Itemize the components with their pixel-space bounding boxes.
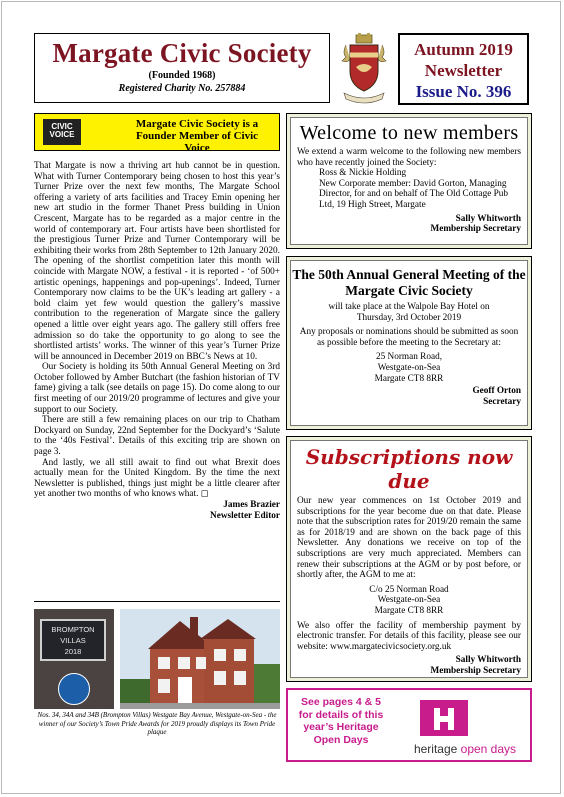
welcome-intro: We extend a warm welcome to the following new members who have recently joined the Society: xyxy=(297,147,521,168)
agm-proposals: Any proposals or nominations should be submitted as soon as possible before the meeting to the Secretary at: xyxy=(299,327,519,348)
issue-box xyxy=(398,33,529,105)
subscriptions-electronic: We also offer the facility of membership payment by electronic transfer. For details of this facility, please see our website: www.margatecivicsociety.org.uk xyxy=(297,620,521,652)
subscriptions-address-line: Westgate-on-Sea xyxy=(377,595,441,606)
subscriptions-signatory: Sally Whitworth xyxy=(455,655,521,666)
heritage-wordmark-b: open days xyxy=(460,742,517,756)
agm-role: Secretary xyxy=(483,396,521,407)
welcome-inner xyxy=(290,117,528,245)
agm-signatory: Geoff Orton xyxy=(472,386,521,397)
article-author: James Brazier xyxy=(223,500,280,510)
editorial-article xyxy=(34,161,280,521)
heritage-open-days-box xyxy=(286,688,532,762)
masthead-title: Margate Civic Society xyxy=(52,38,312,68)
agm-address-line: Margate CT8 8RR xyxy=(374,373,444,384)
plaque-line: VILLAS xyxy=(60,636,86,645)
heritage-text: See pages 4 & 5 for details of this year’s Heritage Open Days xyxy=(298,696,384,746)
welcome-corporate: New Corporate member: David Gorton, Managing Director, for and on behalf of The Old Cottage Pub Ltd, 19 High Street, Margate xyxy=(319,178,509,210)
heritage-h-icon xyxy=(420,700,468,736)
article-paragraph: That Margate is now a thriving art hub cannot be in question. What with Turner Contemporary being chosen to host this year’s Turner Prize over the next few months, The Margate School offering a variety of arts facilities and Tracey Emin opening her new art studio in the former Thanet Press building in Union Crescent, Margate has to be regarded as a major centre in the world of contemporary art. Four artists have been shortlisted for the prestigious Turner Prize and Turner Contemporary will be exhibiting their works from 28th September to 12th January 2020. The opening of the shortlist competition later this month will coincide with Margate NOW, a festival - it is reported - ‘of 500+ artistic openings, happenings and pop-upenings’. Indeed, Turner Contemporary now claims to be the UK’s leading art gallery - a bold claim yet few would question the gallery’s massive contribution to the regeneration of Margate since the gallery opened a little over eight years ago. The gallery still offers free admission so do take the opportunity to go along to see the shortlisted artists’ works. The winner of this year’s Turner Prize will be announced in December 2019 on BBC’s News at 10. xyxy=(34,161,280,362)
town-pride-plaque-icon xyxy=(58,673,90,705)
welcome-title: Welcome to new members xyxy=(299,122,519,144)
subscriptions-box xyxy=(286,436,532,682)
issue-number: Issue No. 396 xyxy=(415,82,512,101)
agm-venue: will take place at the Walpole Bay Hotel on Thursday, 3rd October 2019 xyxy=(328,302,490,323)
subscriptions-address-line: C/o 25 Norman Road xyxy=(369,584,449,595)
agm-box xyxy=(286,256,532,430)
subscriptions-role: Membership Secretary xyxy=(430,665,521,676)
issue-type: Newsletter xyxy=(424,61,503,80)
agm-address-line: 25 Norman Road, xyxy=(375,352,443,363)
house-photo xyxy=(120,609,280,709)
subscriptions-title: Subscriptions now due xyxy=(305,445,513,493)
masthead-charity: Registered Charity No. 257884 xyxy=(118,83,246,94)
civic-voice-text: Margate Civic Society is a Founder Member of Civic Voice xyxy=(135,118,259,154)
agm-address-line: Westgate-on-Sea xyxy=(377,362,441,373)
crest-shield-icon xyxy=(338,33,390,105)
photo-caption: Nos. 34, 34A and 34B (Brompton Villas) Westgate Bay Avenue, Westgate-on-Sea - the winner of our Society’s Town Pride Awards for 2019 proudly displays its Town Pride plaque xyxy=(37,711,277,737)
article-paragraph: And lastly, we all still await to find out what Brexit does actually mean for the United Kingdom. By the time the next Newsletter is published, things just might be a little clearer after yet another two months of who knows what. ◻ xyxy=(34,457,280,500)
plaque-line: 2018 xyxy=(64,647,82,656)
welcome-box xyxy=(286,113,532,249)
subscriptions-address-line: Margate CT8 8RR xyxy=(374,605,444,616)
welcome-role: Membership Secretary xyxy=(430,224,521,235)
agm-title: The 50th Annual General Meeting of the Margate Civic Society xyxy=(292,267,526,298)
subscriptions-body: Our new year commences on 1st October 2019 and subscriptions for the year become due on that date. Please note that the subscription rates for 2019/20 remain the same as for 2018/19 and are shown on the back page of this Newsletter. Any donations we receive on top of the subscriptions are very much appreciated. Members can renew their subscriptions at the AGM or by post before, or shortly after, the AGM to me at: xyxy=(297,496,521,581)
agm-inner xyxy=(290,260,528,426)
masthead xyxy=(34,33,330,103)
heritage-wordmark xyxy=(400,742,530,756)
article-author-role: Newsletter Editor xyxy=(210,510,280,521)
brompton-villas-plaque xyxy=(40,619,106,661)
plaque-line: BROMPTON xyxy=(51,625,95,634)
welcome-signatory: Sally Whitworth xyxy=(455,213,521,224)
subscriptions-inner xyxy=(290,440,528,678)
divider xyxy=(34,601,280,602)
article-paragraph: There are still a few remaining places on our trip to Chatham Dockyard on Sunday, 22nd September for the Dockyard’s ‘Salute to the ‘40s Festival’. Details of this exciting trip are shown on page 3. xyxy=(34,415,280,458)
civic-voice-banner xyxy=(34,113,280,154)
issue-season: Autumn 2019 xyxy=(414,40,513,59)
article-paragraph: Our Society is holding its 50th Annual General Meeting on 3rd October followed by Amber Butchart (the fashion historian of TV fame) giving a talk (see details on page 15). Do come along to our first meeting of our 2019/20 programme of lectures and give your support to our Society. xyxy=(34,362,280,415)
civic-voice-logo: CIVIC VOICE xyxy=(43,119,81,145)
welcome-member: Ross & Nickie Holding xyxy=(319,168,407,179)
plaque-photo xyxy=(34,609,114,709)
heritage-wordmark-a: heritage xyxy=(413,742,458,756)
masthead-founded: (Founded 1968) xyxy=(148,70,216,81)
